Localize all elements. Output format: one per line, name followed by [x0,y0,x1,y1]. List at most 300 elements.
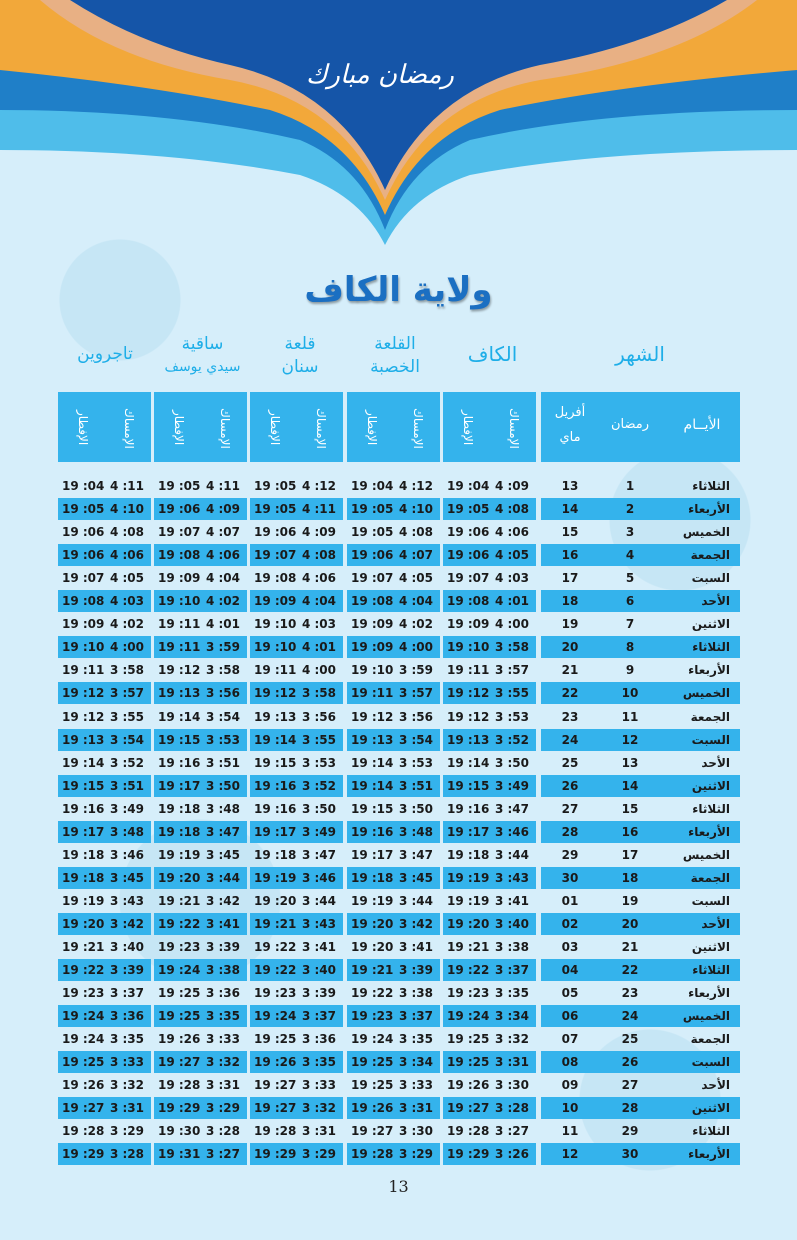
iftar-time: 19 :28 [158,1078,201,1092]
iftar-time: 19 :18 [62,848,105,862]
iftar-time: 19 :28 [254,1124,297,1138]
iftar-time: 19 :23 [158,940,201,954]
day-name: الخميس [682,686,730,700]
imsak-time: 4 :00 [494,617,530,631]
iftar-time: 19 :15 [447,779,490,793]
gregorian-day: 13 [561,479,579,493]
ramadan-day: 11 [621,710,639,724]
iftar-time: 19 :10 [254,617,297,631]
imsak-time: 3 :47 [205,825,241,839]
imsak-time: 3 :51 [398,779,434,793]
iftar-time: 19 :07 [62,571,105,585]
iftar-time: 19 :11 [447,663,490,677]
ramadan-day: 5 [625,571,635,585]
subheader-imsak-qalaa: الإمساك [411,407,425,449]
iftar-time: 19 :29 [62,1147,105,1161]
day-name: الخميس [682,525,730,539]
imsak-time: 3 :41 [301,940,337,954]
iftar-time: 19 :17 [62,825,105,839]
iftar-time: 19 :20 [447,917,490,931]
iftar-time: 19 :14 [351,756,394,770]
iftar-time: 19 :19 [62,894,105,908]
iftar-time: 19 :26 [158,1032,201,1046]
imsak-time: 3 :31 [109,1101,145,1115]
imsak-time: 3 :39 [109,963,145,977]
imsak-time: 3 :42 [109,917,145,931]
gregorian-day: 14 [561,502,579,516]
page-title: ولاية الكاف [304,270,493,310]
imsak-time: 3 :33 [301,1078,337,1092]
imsak-time: 3 :51 [109,779,145,793]
iftar-time: 19 :06 [62,548,105,562]
iftar-time: 19 :08 [351,594,394,608]
iftar-time: 19 :13 [447,733,490,747]
imsak-time: 3 :33 [205,1032,241,1046]
iftar-time: 19 :25 [158,986,201,1000]
iftar-time: 19 :25 [447,1055,490,1069]
subheader-imsak-tajerouine: الإمساك [122,407,136,449]
iftar-time: 19 :22 [254,940,297,954]
imsak-time: 3 :31 [205,1078,241,1092]
imsak-time: 4 :04 [301,594,337,608]
iftar-time: 19 :23 [254,986,297,1000]
iftar-time: 19 :16 [254,802,297,816]
imsak-time: 4 :07 [205,525,241,539]
iftar-time: 19 :20 [351,940,394,954]
imsak-time: 4 :05 [109,571,145,585]
iftar-time: 19 :14 [351,779,394,793]
gregorian-day: 19 [561,617,579,631]
iftar-time: 19 :16 [62,802,105,816]
iftar-time: 19 :24 [158,963,201,977]
iftar-time: 19 :10 [447,640,490,654]
imsak-time: 3 :55 [109,710,145,724]
header-box-kef [443,392,536,462]
imsak-time: 4 :08 [301,548,337,562]
imsak-time: 3 :42 [398,917,434,931]
iftar-time: 19 :09 [351,617,394,631]
ramadan-day: 14 [621,779,639,793]
gregorian-day: 16 [561,548,579,562]
imsak-time: 3 :54 [398,733,434,747]
header-box-qalaat [250,392,343,462]
imsak-time: 3 :53 [205,733,241,747]
imsak-time: 3 :39 [205,940,241,954]
iftar-time: 19 :13 [62,733,105,747]
imsak-time: 3 :58 [301,686,337,700]
imsak-time: 4 :06 [205,548,241,562]
iftar-time: 19 :05 [447,502,490,516]
iftar-time: 19 :05 [158,479,201,493]
iftar-time: 19 :14 [158,710,201,724]
imsak-time: 3 :48 [205,802,241,816]
imsak-time: 3 :58 [109,663,145,677]
iftar-time: 19 :08 [254,571,297,585]
iftar-time: 19 :12 [62,686,105,700]
iftar-time: 19 :24 [254,1009,297,1023]
iftar-time: 19 :25 [351,1055,394,1069]
gregorian-day: 24 [561,733,579,747]
subheader-imsak-kef: الإمساك [507,407,521,449]
imsak-time: 3 :29 [109,1124,145,1138]
imsak-time: 3 :28 [109,1147,145,1161]
gregorian-day: 02 [561,917,579,931]
imsak-time: 3 :59 [398,663,434,677]
imsak-time: 3 :45 [398,871,434,885]
imsak-time: 4 :02 [109,617,145,631]
imsak-time: 4 :01 [205,617,241,631]
iftar-time: 19 :21 [158,894,201,908]
iftar-time: 19 :24 [351,1032,394,1046]
column-header-qalaa-line1: القلعة [374,334,416,354]
imsak-time: 3 :44 [398,894,434,908]
gregorian-day: 29 [561,848,579,862]
iftar-time: 19 :06 [351,548,394,562]
gregorian-day: 04 [561,963,579,977]
iftar-time: 19 :10 [158,594,201,608]
gregorian-day: 26 [561,779,579,793]
iftar-time: 19 :12 [447,686,490,700]
imsak-time: 3 :44 [301,894,337,908]
iftar-time: 19 :07 [447,571,490,585]
imsak-time: 3 :26 [494,1147,530,1161]
iftar-time: 19 :04 [62,479,105,493]
iftar-time: 19 :19 [158,848,201,862]
day-name: السبت [691,733,730,747]
imsak-time: 4 :11 [109,479,145,493]
imsak-time: 3 :30 [398,1124,434,1138]
imsak-time: 4 :01 [494,594,530,608]
imsak-time: 4 :09 [494,479,530,493]
imsak-time: 3 :48 [109,825,145,839]
imsak-time: 3 :32 [205,1055,241,1069]
iftar-time: 19 :22 [158,917,201,931]
iftar-time: 19 :28 [351,1147,394,1161]
imsak-time: 3 :41 [494,894,530,908]
iftar-time: 19 :08 [447,594,490,608]
header-banner [0,0,797,250]
imsak-time: 3 :40 [301,963,337,977]
ramadan-day: 16 [621,825,639,839]
imsak-time: 3 :58 [494,640,530,654]
day-name: الاثنين [691,1101,730,1115]
iftar-time: 19 :17 [158,779,201,793]
iftar-time: 19 :19 [254,871,297,885]
day-name: الثلاثاء [692,802,730,816]
imsak-time: 3 :59 [205,640,241,654]
iftar-time: 19 :24 [447,1009,490,1023]
day-name: الجمعة [690,710,730,724]
imsak-time: 3 :46 [109,848,145,862]
iftar-time: 19 :22 [447,963,490,977]
imsak-time: 4 :08 [398,525,434,539]
iftar-time: 19 :20 [158,871,201,885]
iftar-time: 19 :27 [447,1101,490,1115]
iftar-time: 19 :12 [351,710,394,724]
column-header-sakiet-line1: ساقية [181,334,224,354]
imsak-time: 3 :47 [398,848,434,862]
iftar-time: 19 :05 [351,525,394,539]
day-name: السبت [691,894,730,908]
imsak-time: 3 :56 [301,710,337,724]
imsak-time: 3 :37 [494,963,530,977]
imsak-time: 3 :29 [205,1101,241,1115]
imsak-time: 3 :27 [494,1124,530,1138]
imsak-time: 3 :44 [494,848,530,862]
imsak-time: 3 :32 [109,1078,145,1092]
gregorian-day: 21 [561,663,579,677]
imsak-time: 3 :50 [494,756,530,770]
imsak-time: 3 :49 [301,825,337,839]
iftar-time: 19 :15 [62,779,105,793]
iftar-time: 19 :29 [158,1101,201,1115]
day-name: الأربعاء [688,1147,730,1161]
imsak-time: 3 :44 [205,871,241,885]
iftar-time: 19 :31 [158,1147,201,1161]
imsak-time: 3 :47 [494,802,530,816]
imsak-time: 3 :49 [494,779,530,793]
imsak-time: 3 :35 [109,1032,145,1046]
imsak-time: 4 :12 [398,479,434,493]
imsak-time: 4 :08 [494,502,530,516]
day-name: الأربعاء [688,825,730,839]
iftar-time: 19 :20 [62,917,105,931]
iftar-time: 19 :16 [158,756,201,770]
subheader-may: ماي [559,430,581,445]
imsak-time: 4 :09 [205,502,241,516]
imsak-time: 3 :34 [398,1055,434,1069]
iftar-time: 19 :25 [254,1032,297,1046]
imsak-time: 3 :35 [494,986,530,1000]
imsak-time: 3 :35 [398,1032,434,1046]
imsak-time: 4 :06 [301,571,337,585]
imsak-time: 3 :40 [109,940,145,954]
imsak-time: 3 :35 [301,1055,337,1069]
iftar-time: 19 :26 [447,1078,490,1092]
subheader-iftar-kef: الإفطار [461,410,475,446]
imsak-time: 3 :53 [398,756,434,770]
ramadan-day: 8 [625,640,635,654]
header-box-qalaa [347,392,440,462]
iftar-time: 19 :21 [254,917,297,931]
iftar-time: 19 :19 [447,894,490,908]
iftar-time: 19 :26 [254,1055,297,1069]
iftar-time: 19 :13 [254,710,297,724]
ramadan-day: 18 [621,871,639,885]
iftar-time: 19 :07 [351,571,394,585]
gregorian-day: 27 [561,802,579,816]
imsak-time: 3 :29 [301,1147,337,1161]
subheader-iftar-sakiet: الإفطار [172,410,186,446]
gregorian-day: 22 [561,686,579,700]
imsak-time: 3 :56 [398,710,434,724]
day-name: الأحد [701,1078,730,1092]
ramadan-day: 20 [621,917,639,931]
iftar-time: 19 :06 [447,525,490,539]
imsak-time: 3 :57 [109,686,145,700]
imsak-time: 3 :43 [494,871,530,885]
iftar-time: 19 :10 [62,640,105,654]
imsak-time: 3 :36 [109,1009,145,1023]
imsak-time: 4 :00 [398,640,434,654]
imsak-time: 3 :29 [398,1147,434,1161]
iftar-time: 19 :08 [158,548,201,562]
iftar-time: 19 :08 [62,594,105,608]
imsak-time: 4 :11 [301,502,337,516]
iftar-time: 19 :17 [254,825,297,839]
iftar-time: 19 :07 [254,548,297,562]
day-name: الثلاثاء [692,479,730,493]
imsak-time: 4 :04 [205,571,241,585]
imsak-time: 4 :06 [494,525,530,539]
imsak-time: 3 :55 [494,686,530,700]
iftar-time: 19 :23 [447,986,490,1000]
iftar-time: 19 :17 [351,848,394,862]
iftar-time: 19 :18 [351,871,394,885]
iftar-time: 19 :28 [62,1124,105,1138]
imsak-time: 4 :05 [494,548,530,562]
subheader-iftar-tajerouine: الإفطار [76,410,90,446]
iftar-time: 19 :14 [62,756,105,770]
gregorian-day: 25 [561,756,579,770]
ramadan-day: 24 [621,1009,639,1023]
iftar-time: 19 :05 [254,502,297,516]
iftar-time: 19 :09 [447,617,490,631]
imsak-time: 4 :06 [109,548,145,562]
imsak-time: 3 :31 [301,1124,337,1138]
iftar-time: 19 :16 [254,779,297,793]
iftar-time: 19 :24 [62,1009,105,1023]
imsak-time: 3 :45 [109,871,145,885]
iftar-time: 19 :28 [447,1124,490,1138]
imsak-time: 3 :50 [205,779,241,793]
imsak-time: 3 :40 [494,917,530,931]
imsak-time: 3 :28 [205,1124,241,1138]
iftar-time: 19 :20 [351,917,394,931]
ramadan-day: 21 [621,940,639,954]
imsak-time: 3 :37 [398,1009,434,1023]
ramadan-day: 13 [621,756,639,770]
imsak-time: 3 :49 [109,802,145,816]
iftar-time: 19 :09 [62,617,105,631]
imsak-time: 4 :10 [109,502,145,516]
subheader-days: الأيــام [683,417,721,433]
iftar-time: 19 :05 [254,479,297,493]
iftar-time: 19 :21 [351,963,394,977]
iftar-time: 19 :24 [62,1032,105,1046]
day-name: الخميس [682,848,730,862]
iftar-time: 19 :12 [158,663,201,677]
iftar-time: 19 :25 [447,1032,490,1046]
imsak-time: 3 :39 [301,986,337,1000]
imsak-time: 4 :05 [398,571,434,585]
day-name: الجمعة [690,871,730,885]
imsak-time: 4 :02 [205,594,241,608]
imsak-time: 3 :27 [205,1147,241,1161]
column-header-qalaa-line2: الخصبة [370,357,420,377]
ramadan-day: 19 [621,894,639,908]
imsak-time: 4 :07 [398,548,434,562]
gregorian-day: 08 [561,1055,579,1069]
iftar-time: 19 :14 [447,756,490,770]
iftar-time: 19 :22 [254,963,297,977]
gregorian-day: 15 [561,525,579,539]
day-name: الأربعاء [688,663,730,677]
subheader-iftar-qalaa: الإفطار [365,410,379,446]
imsak-time: 3 :58 [205,663,241,677]
imsak-time: 3 :34 [494,1009,530,1023]
iftar-time: 19 :06 [447,548,490,562]
imsak-time: 3 :28 [494,1101,530,1115]
column-header-month: الشهر [615,342,665,366]
ramadan-day: 15 [621,802,639,816]
header-box-tajerouine [58,392,151,462]
iftar-time: 19 :13 [351,733,394,747]
iftar-time: 19 :27 [62,1101,105,1115]
imsak-time: 3 :37 [109,986,145,1000]
imsak-time: 4 :12 [301,479,337,493]
gregorian-day: 20 [561,640,579,654]
subheader-april: أفريل [554,405,586,420]
imsak-time: 3 :46 [494,825,530,839]
iftar-time: 19 :21 [62,940,105,954]
iftar-time: 19 :17 [447,825,490,839]
day-name: الأحد [701,917,730,931]
ramadan-day: 4 [625,548,635,562]
iftar-time: 19 :15 [254,756,297,770]
column-header-qalaat-line1: قلعة [284,334,316,354]
imsak-time: 4 :09 [301,525,337,539]
iftar-time: 19 :22 [62,963,105,977]
iftar-time: 19 :16 [447,802,490,816]
gregorian-day: 17 [561,571,579,585]
iftar-time: 19 :11 [62,663,105,677]
imsak-time: 4 :01 [301,640,337,654]
iftar-time: 19 :29 [447,1147,490,1161]
day-name: الجمعة [690,1032,730,1046]
gregorian-day: 12 [561,1147,579,1161]
iftar-time: 19 :11 [158,617,201,631]
imsak-time: 4 :11 [205,479,241,493]
iftar-time: 19 :04 [351,479,394,493]
gregorian-day: 01 [561,894,579,908]
imsak-time: 3 :33 [109,1055,145,1069]
imsak-time: 3 :33 [398,1078,434,1092]
iftar-time: 19 :06 [158,502,201,516]
gregorian-day: 30 [561,871,579,885]
iftar-time: 19 :12 [254,686,297,700]
ramadan-day: 10 [621,686,639,700]
iftar-time: 19 :25 [351,1078,394,1092]
iftar-time: 19 :18 [254,848,297,862]
imsak-time: 4 :10 [398,502,434,516]
gregorian-day: 18 [561,594,579,608]
imsak-time: 3 :36 [301,1032,337,1046]
imsak-time: 3 :52 [109,756,145,770]
ramadan-day: 25 [621,1032,639,1046]
header-box-sakiet [154,392,247,462]
ramadan-day: 29 [621,1124,639,1138]
imsak-time: 3 :50 [398,802,434,816]
imsak-time: 3 :50 [301,802,337,816]
gregorian-day: 10 [561,1101,579,1115]
imsak-time: 3 :53 [301,756,337,770]
ramadan-day: 30 [621,1147,639,1161]
iftar-time: 19 :13 [158,686,201,700]
imsak-time: 3 :57 [398,686,434,700]
ramadan-day: 28 [621,1101,639,1115]
iftar-time: 19 :22 [351,986,394,1000]
